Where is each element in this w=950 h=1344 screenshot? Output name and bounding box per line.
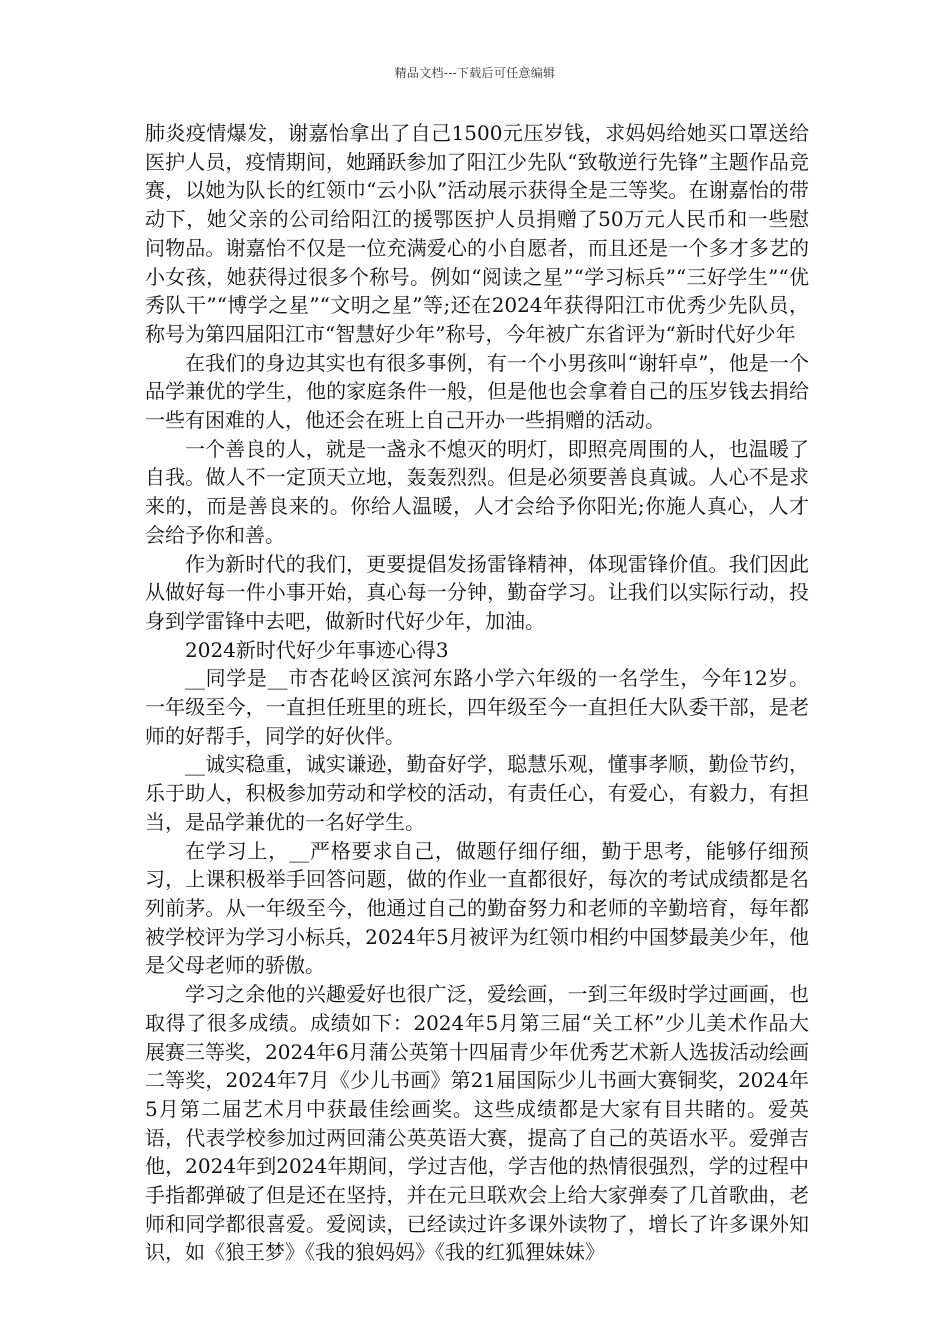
paragraph-1: 肺炎疫情爆发，谢嘉怡拿出了自己1500元压岁钱，求妈妈给她买口罩送给医护人员，疫情期间，她踊跃参加了阳江少先队“致敬逆行先锋”主题作品竞赛，以她为队长的红领巾“云小队”活动展示获得全是三等奖。在谢嘉怡的带动下，她父亲的公司给阳江的援鄂医护人员捐赠了50万元人民币和一些慰问物品。谢嘉怡不仅是一位充满爱心的小自愿者，而且还是一个多才多艺的小女孩，她获得过很多个称号。例如“阅读之星”“学习标兵”“三好学生”“优秀队干”“博学之星”“文明之星”等;还在2024年获得阳江市优秀少先队员，称号为第四届阳江市“智慧好少年”称号，今年被广东省评为“新时代好少年 <box>145 121 809 346</box>
paragraph-4: 作为新时代的我们，更要提倡发扬雷锋精神，体现雷锋价值。我们因此从做好每一件小事开始，真心每一分钟，勤奋学习。让我们以实际行动，投身到学雷锋中去吧，做新时代好少年，加油。 <box>145 551 809 633</box>
page-header: 精品文档---下载后可任意编辑 <box>394 66 556 80</box>
paragraph-3: 一个善良的人，就是一盏永不熄灭的明灯，即照亮周围的人，也温暖了自我。做人不一定顶天立地，轰轰烈烈。但是必须要善良真诚。人心不是求来的，而是善良来的。你给人温暖，人才会给予你阳光;你施人真心，人才会给予你和善。 <box>145 436 809 547</box>
section-heading: 2024新时代好少年事迹心得3 <box>185 637 449 662</box>
paragraph-5: __同学是__市杏花岭区滨河东路小学六年级的一名学生，今年12岁。一年级至今，一直担任班里的班长，四年级至今一直担任大队委干部，是老师的好帮手，同学的好伙伴。 <box>145 666 809 748</box>
paragraph-7: 在学习上，__严格要求自己，做题仔细仔细，勤于思考，能够仔细预习，上课积极举手回答问题，做的作业一直都很好，每次的考试成绩都是名列前茅。从一年级至今，他通过自己的勤奋努力和老师的辛勤培育，每年都被学校评为学习小标兵，2024年5月被评为红领巾相约中国梦最美少年，他是父母老师的骄傲。 <box>145 838 809 978</box>
paragraph-8: 学习之余他的兴趣爱好也很广泛，爱绘画，一到三年级时学过画画，也取得了很多成绩。成绩如下：2024年5月第三届“关工杯”少儿美术作品大展赛三等奖，2024年6月蒲公英第十四届青少年优秀艺术新人选拔活动绘画二等奖，2024年7月《少儿书画》第21届国际少儿书画大赛铜奖，2024年5月第二届艺术月中获最佳绘画奖。这些成绩都是大家有目共睹的。爱英语，代表学校参加过两回蒲公英英语大赛，提高了自己的英语水平。爱弹吉他，2024年到2024年期间，学过吉他，学吉他的热情很强烈，学的过程中手指都弹破了但是还在坚持，并在元旦联欢会上给大家弹奏了几首歌曲，老师和同学都很喜爱。爱阅读，已经读过许多课外读物了，增长了许多课外知识，如《狼王梦》《我的狼妈妈》《我的红狐狸妹妹》 <box>145 982 809 1265</box>
paragraph-2: 在我们的身边其实也有很多事例，有一个小男孩叫“谢轩卓”，他是一个品学兼优的学生，他的家庭条件一般，但是他也会拿着自己的压岁钱去捐给一些有困难的人，他还会在班上自己开办一些捐赠的活动。 <box>145 350 809 433</box>
document-body <box>145 119 809 1267</box>
paragraph-6: __诚实稳重，诚实谦逊，勤奋好学，聪慧乐观，懂事孝顺，勤俭节约，乐于助人，积极参加劳动和学校的活动，有责任心，有爱心，有毅力，有担当，是品学兼优的一名好学生。 <box>145 752 809 834</box>
